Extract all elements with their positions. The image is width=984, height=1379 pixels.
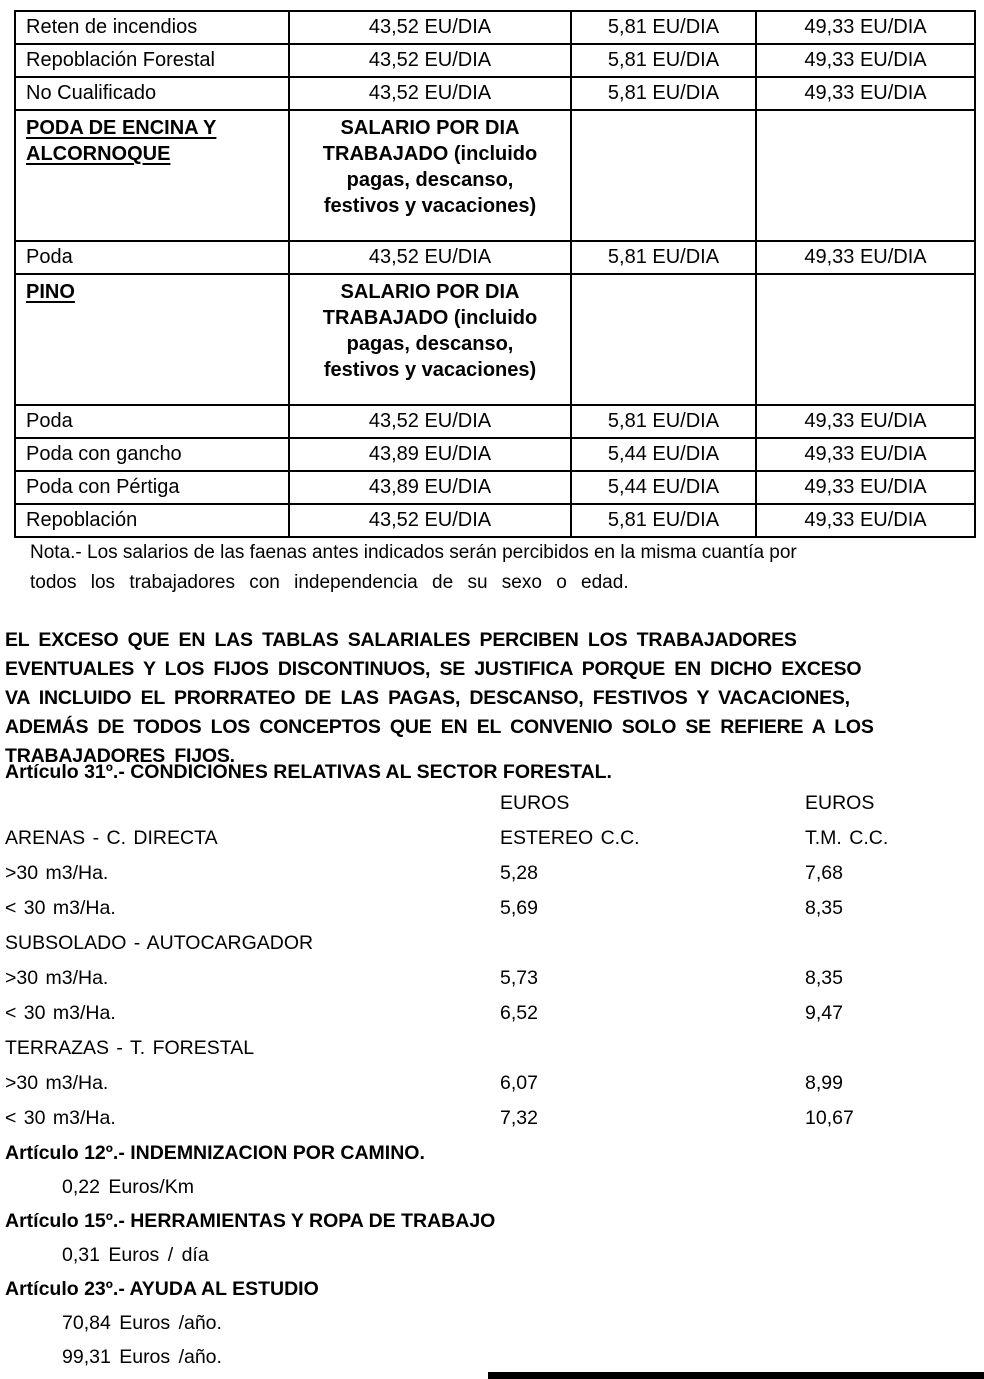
articulo-12-value: 0,22 Euros/Km [62, 1175, 194, 1198]
forestal-label: < 30 m3/Ha. [5, 897, 116, 919]
nota-line: Nota.- Los salarios de las faenas antes indicados serán percibidos en la misma cuantía por [30, 542, 797, 563]
exceso-line: EL EXCESO QUE EN LAS TABLAS SALARIALES PERCIBEN LOS TRABAJADORES [5, 629, 797, 651]
forestal-rate-table [5, 786, 980, 1136]
plus-cell [571, 110, 756, 241]
articulo-23-heading: Artículo 23º.- AYUDA AL ESTUDIO [5, 1277, 319, 1300]
forestal-estereo: 6,07 [500, 1072, 538, 1094]
total-cell: 49,33 EU/DIA [756, 405, 975, 438]
forestal-tm: 9,47 [805, 1002, 843, 1024]
exceso-line: VA INCLUIDO EL PRORRATEO DE LAS PAGAS, DESCANSO, FESTIVOS Y VACACIONES, [5, 687, 850, 709]
nota-paragraph [30, 538, 984, 598]
category-label: PODA DE ENCINA Y ALCORNOQUE [15, 110, 289, 241]
forestal-estereo: 5,28 [500, 862, 538, 884]
forestal-tm: T.M. C.C. [805, 827, 889, 849]
job-label: Poda con gancho [15, 438, 289, 471]
forestal-label: SUBSOLADO - AUTOCARGADOR [5, 932, 314, 954]
job-label: No Cualificado [15, 77, 289, 110]
salary-cell: 43,52 EU/DIA [289, 11, 571, 44]
table-row [15, 471, 975, 504]
total-cell: 49,33 EU/DIA [756, 11, 975, 44]
job-label: Poda con Pértiga [15, 471, 289, 504]
articulo-15-value: 0,31 Euros / día [62, 1243, 209, 1266]
forestal-estereo: 5,69 [500, 897, 538, 919]
forestal-label: TERRAZAS - T. FORESTAL [5, 1037, 255, 1059]
table-row [15, 77, 975, 110]
nota-line: todos los trabajadores con independencia de su sexo o edad. [30, 572, 629, 593]
total-cell [756, 110, 975, 241]
exceso-line: TRABAJADORES FIJOS. [5, 745, 235, 767]
table-row [5, 961, 980, 996]
table-row [15, 241, 975, 274]
total-cell: 49,33 EU/DIA [756, 44, 975, 77]
forestal-tm: 8,35 [805, 897, 843, 919]
salary-header-text: SALARIO POR DIA TRABAJADO (incluido pagas, descanso, festivos y vacaciones) [322, 117, 538, 217]
forestal-estereo: ESTEREO C.C. [500, 827, 640, 849]
table-row [15, 11, 975, 44]
table-row [5, 786, 980, 821]
plus-cell: 5,44 EU/DIA [571, 471, 756, 504]
plus-cell: 5,81 EU/DIA [571, 77, 756, 110]
total-cell: 49,33 EU/DIA [756, 77, 975, 110]
table-row [5, 1066, 980, 1101]
forestal-label: < 30 m3/Ha. [5, 1002, 116, 1024]
forestal-label: >30 m3/Ha. [5, 1072, 109, 1094]
forestal-label: >30 m3/Ha. [5, 862, 109, 884]
salary-cell: 43,89 EU/DIA [289, 438, 571, 471]
forestal-label: >30 m3/Ha. [5, 967, 109, 989]
exceso-paragraph [5, 626, 874, 771]
job-label: Repoblación [15, 504, 289, 537]
forestal-tm: EUROS [805, 792, 875, 814]
salary-cell: 43,89 EU/DIA [289, 471, 571, 504]
salary-cell: 43,52 EU/DIA [289, 44, 571, 77]
articulo-12-heading: Artículo 12º.- INDEMNIZACION POR CAMINO. [5, 1141, 425, 1164]
category-label: PINO [15, 274, 289, 405]
plus-cell: 5,81 EU/DIA [571, 405, 756, 438]
job-label: Reten de incendios [15, 11, 289, 44]
salary-header-cell [289, 110, 571, 241]
total-cell: 49,33 EU/DIA [756, 471, 975, 504]
exceso-line: EVENTUALES Y LOS FIJOS DISCONTINUOS, SE JUSTIFICA PORQUE EN DICHO EXCESO [5, 658, 862, 680]
total-cell: 49,33 EU/DIA [756, 241, 975, 274]
job-label: Poda [15, 405, 289, 438]
forestal-tm: 8,99 [805, 1072, 843, 1094]
table-row [5, 1031, 980, 1066]
plus-cell: 5,81 EU/DIA [571, 504, 756, 537]
table-row [5, 926, 980, 961]
plus-cell: 5,81 EU/DIA [571, 241, 756, 274]
articulo-15-heading: Artículo 15º.- HERRAMIENTAS Y ROPA DE TRABAJO [5, 1209, 496, 1232]
table-row [15, 438, 975, 471]
forestal-estereo: 5,73 [500, 967, 538, 989]
forestal-estereo: 6,52 [500, 1002, 538, 1024]
forestal-label: ARENAS - C. DIRECTA [5, 827, 218, 849]
table-row [5, 821, 980, 856]
forestal-label: < 30 m3/Ha. [5, 1107, 116, 1129]
articulo-31-heading: Artículo 31º.- CONDICIONES RELATIVAS AL SECTOR FORESTAL. [5, 761, 612, 783]
forestal-tm: 8,35 [805, 967, 843, 989]
plus-cell: 5,44 EU/DIA [571, 438, 756, 471]
salary-table [14, 10, 976, 538]
articles-section [5, 1136, 980, 1374]
salary-cell: 43,52 EU/DIA [289, 504, 571, 537]
table-row [5, 1101, 980, 1136]
table-row [15, 504, 975, 537]
articulo-23-value: 99,31 Euros /año. [62, 1345, 222, 1368]
salary-cell: 43,52 EU/DIA [289, 77, 571, 110]
forestal-tm: 7,68 [805, 862, 843, 884]
table-row [5, 856, 980, 891]
job-label: Repoblación Forestal [15, 44, 289, 77]
exceso-line: ADEMÁS DE TODOS LOS CONCEPTOS QUE EN EL CONVENIO SOLO SE REFIERE A LOS [5, 716, 874, 738]
plus-cell [571, 274, 756, 405]
total-cell [756, 274, 975, 405]
total-cell: 49,33 EU/DIA [756, 504, 975, 537]
plus-cell: 5,81 EU/DIA [571, 44, 756, 77]
salary-header-text: SALARIO POR DIA TRABAJADO (incluido pagas, descanso, festivos y vacaciones) [322, 281, 538, 381]
table-row [15, 44, 975, 77]
salary-cell: 43,52 EU/DIA [289, 241, 571, 274]
forestal-tm: 10,67 [805, 1107, 854, 1129]
table-row-category [15, 274, 975, 405]
table-row [5, 891, 980, 926]
table-row-category [15, 110, 975, 241]
table-row [5, 996, 980, 1031]
plus-cell: 5,81 EU/DIA [571, 11, 756, 44]
job-label: Poda [15, 241, 289, 274]
table-row [15, 405, 975, 438]
forestal-estereo: EUROS [500, 792, 570, 814]
salary-cell: 43,52 EU/DIA [289, 405, 571, 438]
salary-header-cell [289, 274, 571, 405]
articulo-23-value: 70,84 Euros /año. [62, 1311, 222, 1334]
page-bottom-bar [488, 1372, 984, 1379]
total-cell: 49,33 EU/DIA [756, 438, 975, 471]
forestal-estereo: 7,32 [500, 1107, 538, 1129]
